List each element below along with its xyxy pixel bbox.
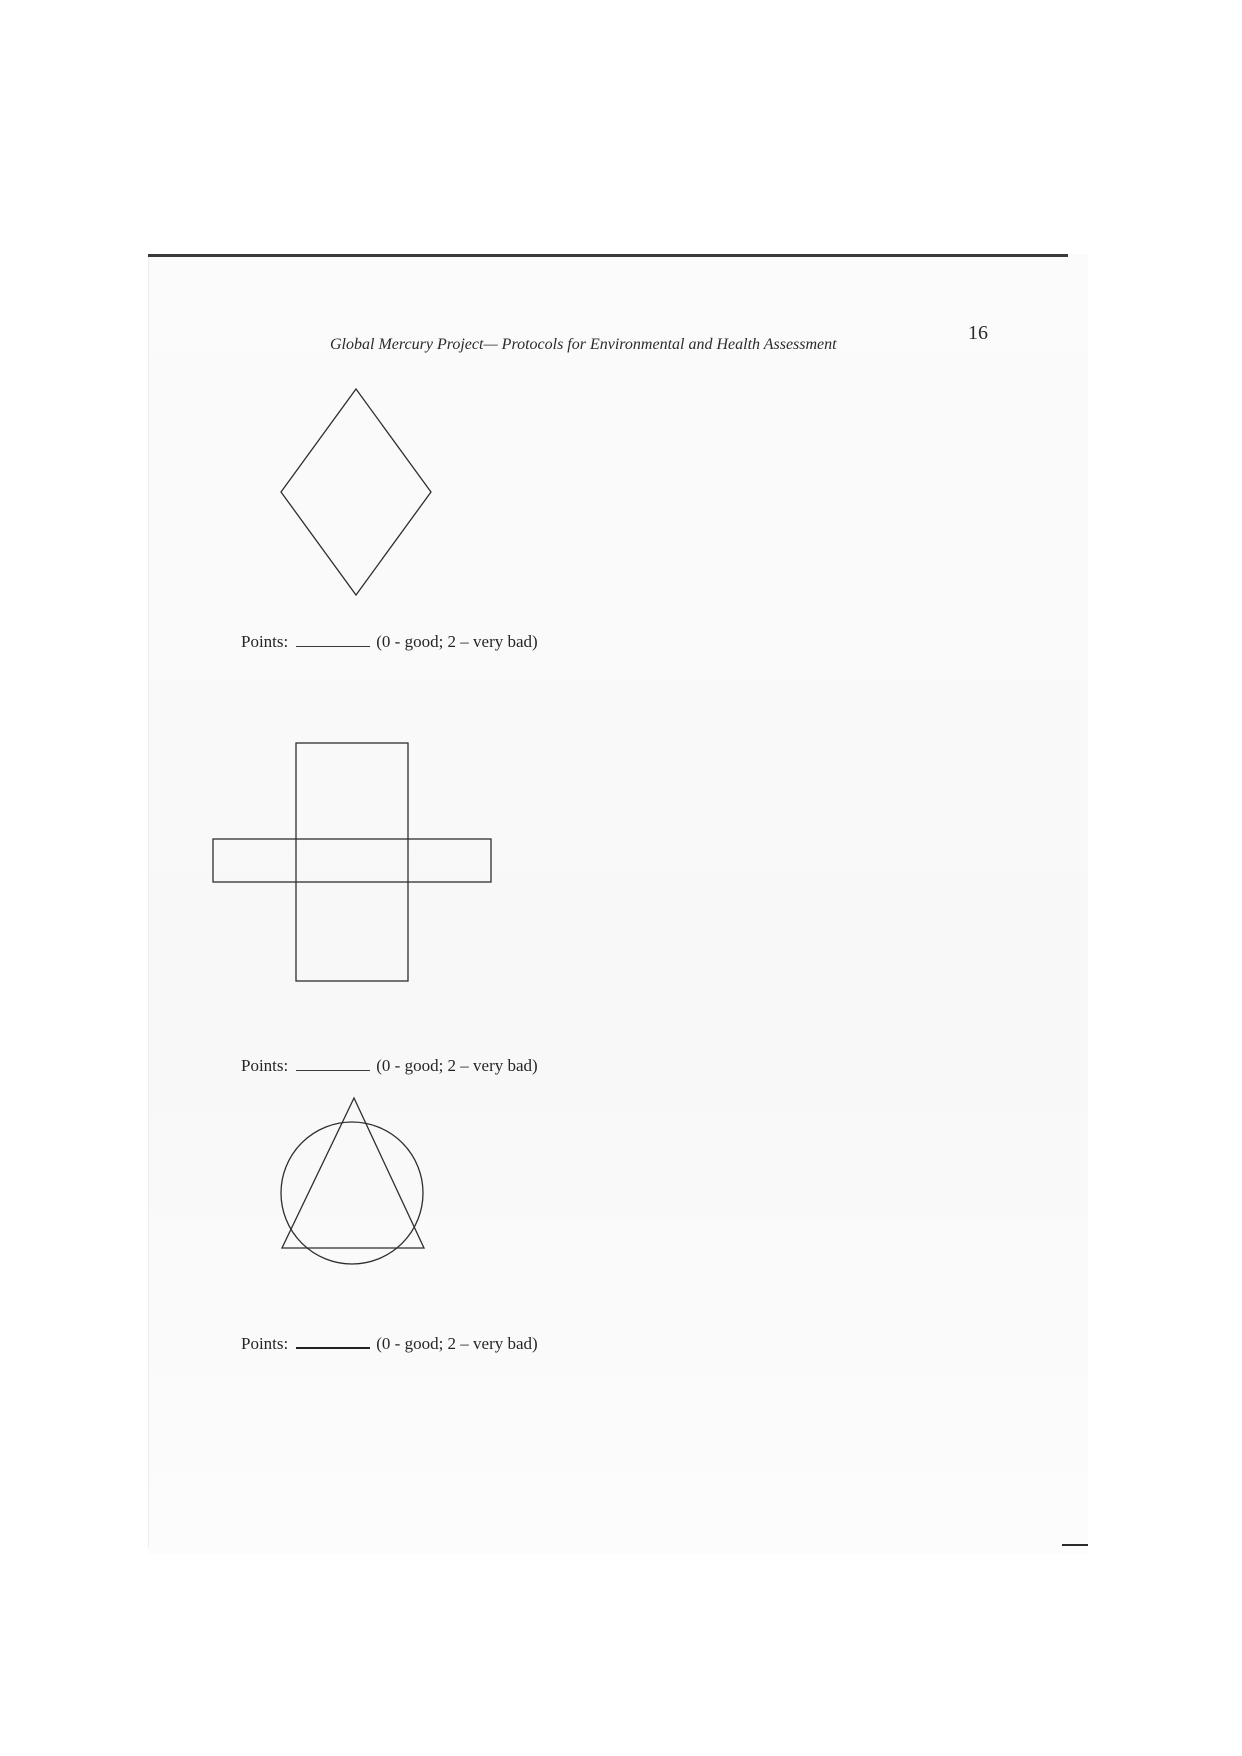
score-scale: (0 - good; 2 – very bad) bbox=[376, 1334, 538, 1353]
top-rule bbox=[148, 254, 1068, 257]
page-number: 16 bbox=[968, 322, 988, 344]
points-label: Points: bbox=[241, 632, 289, 651]
points-label: Points: bbox=[241, 1056, 289, 1075]
points-label: Points: bbox=[241, 1334, 289, 1353]
score-scale: (0 - good; 2 – very bad) bbox=[376, 632, 538, 651]
score-blank[interactable] bbox=[296, 1346, 370, 1349]
points-line-cross bbox=[241, 1056, 538, 1076]
diamond-figure bbox=[278, 386, 434, 598]
circle-triangle-figure bbox=[276, 1094, 434, 1268]
running-header: Global Mercury Project— Protocols for Environmental and Health Assessment bbox=[330, 336, 837, 353]
score-blank[interactable] bbox=[296, 645, 370, 647]
page-mark bbox=[1062, 1544, 1088, 1546]
cross-figure bbox=[210, 740, 496, 986]
points-line-circle-triangle bbox=[241, 1334, 538, 1354]
page-edge bbox=[148, 257, 149, 1547]
points-line-diamond bbox=[241, 632, 538, 652]
score-scale: (0 - good; 2 – very bad) bbox=[376, 1056, 538, 1075]
score-blank[interactable] bbox=[296, 1069, 370, 1071]
